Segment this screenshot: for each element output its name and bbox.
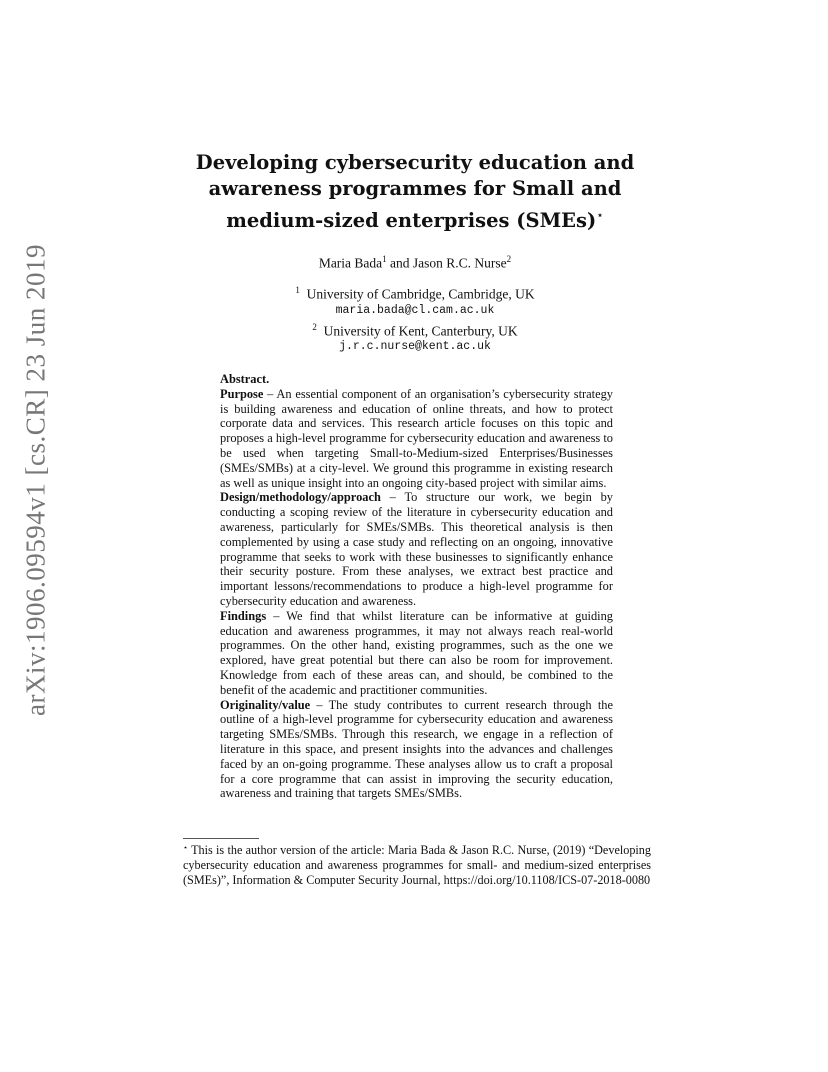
abstract-section xyxy=(220,609,613,698)
footnote-marker: ⋆ xyxy=(183,843,189,852)
title-line-3-text: medium-sized enterprises (SMEs) xyxy=(226,209,597,232)
affiliation-marker: 1 xyxy=(382,254,387,264)
footnote xyxy=(183,840,651,888)
abstract-section xyxy=(220,387,613,491)
author-connector: and xyxy=(390,255,410,271)
abstract-section xyxy=(220,490,613,608)
abstract xyxy=(220,372,613,801)
title-line-3 xyxy=(150,202,680,234)
section-text: – The study contributes to current research through the outline of a high-level programme for cybersecurity education and awareness targeting SMEs/SMBs. Through this research, we engage in a reflection of literature in this space, and present insights into the advances and challenges faced by an on-going programme. These analyses allow us to craft a proposal for a core programme that can assist in improving the security education, awareness and training that targets SMEs/SMBs. xyxy=(220,697,613,801)
affiliation-number: 1 xyxy=(295,285,300,295)
author-name: Jason R.C. Nurse xyxy=(412,255,507,271)
institution-name: University of Kent, Canterbury, UK xyxy=(323,323,518,338)
paper-title xyxy=(150,150,680,234)
footnote-text: This is the author version of the article: Maria Bada & Jason R.C. Nurse, (2019) “Developing cybersecurity education and awareness programmes for small- and medium-sized enterprises (SMEs)”, Information & Computer Security Journal, https://doi.org/10.1108/ICS-07-2018-0080 xyxy=(183,843,651,887)
affiliation-institution xyxy=(150,282,680,303)
title-footnote-marker: ⋆ xyxy=(596,208,604,222)
section-heading: Purpose xyxy=(220,386,264,401)
affiliation-number: 2 xyxy=(312,321,317,332)
institution-name: University of Cambridge, Cambridge, UK xyxy=(306,286,535,302)
section-heading: Design/methodology/approach xyxy=(220,490,381,505)
author-name: Maria Bada xyxy=(318,255,383,271)
abstract-section xyxy=(220,698,613,802)
section-heading: Originality/value xyxy=(220,697,311,712)
abstract-label: Abstract. xyxy=(220,372,270,386)
footnote-rule xyxy=(183,838,259,839)
section-text: – To structure our work, we begin by conducting a scoping review of the literature in cybersecurity education and awareness, particularly for SMEs/SMBs. This theoretical analysis is then complemented by using a case study and reflecting on an ongoing, innovative programme that seeks to work with these businesses to significantly enhance their security posture. From these analyses, we extract best practice and important lessons/recommendations to produce a high-level programme for cybersecurity education and awareness. xyxy=(220,490,613,608)
section-heading: Findings xyxy=(220,608,267,623)
section-text: – We find that whilst literature can be informative at guiding education and awareness programmes, it may not always reach real-world programmes. On the other hand, existing programmes, such as the one we explored, have great potential but there can also be room for improvement. Knowledge from each of these areas can, and should, be combined to the benefit of the academic and practitioner communities. xyxy=(220,608,613,697)
author-list xyxy=(150,254,680,272)
arxiv-identifier: arXiv:1906.09594v1 [cs.CR] 23 Jun 2019 xyxy=(20,244,51,716)
section-text: – An essential component of an organisation’s cybersecurity strategy is building awareness and education of online threats, and how to protect corporate data and services. This research article focuses on this topic and proposes a high-level programme for cybersecurity education and awareness to be used when targeting Small-to-Medium-sized Enterprises/Businesses (SMEs/SMBs) at a city-level. We ground this programme in existing research as well as unique insight into an ongoing city-based project with similar aims. xyxy=(220,386,613,490)
affiliations xyxy=(150,282,680,355)
title-line-1: Developing cybersecurity education and xyxy=(195,151,635,174)
title-line-2: awareness programmes for Small and xyxy=(208,177,622,200)
affiliation-marker: 2 xyxy=(506,254,512,264)
author-email[interactable]: j.r.c.nurse@kent.ac.uk xyxy=(339,340,491,353)
author-email[interactable]: maria.bada@cl.cam.ac.uk xyxy=(335,303,495,317)
affiliation-institution xyxy=(150,319,680,340)
